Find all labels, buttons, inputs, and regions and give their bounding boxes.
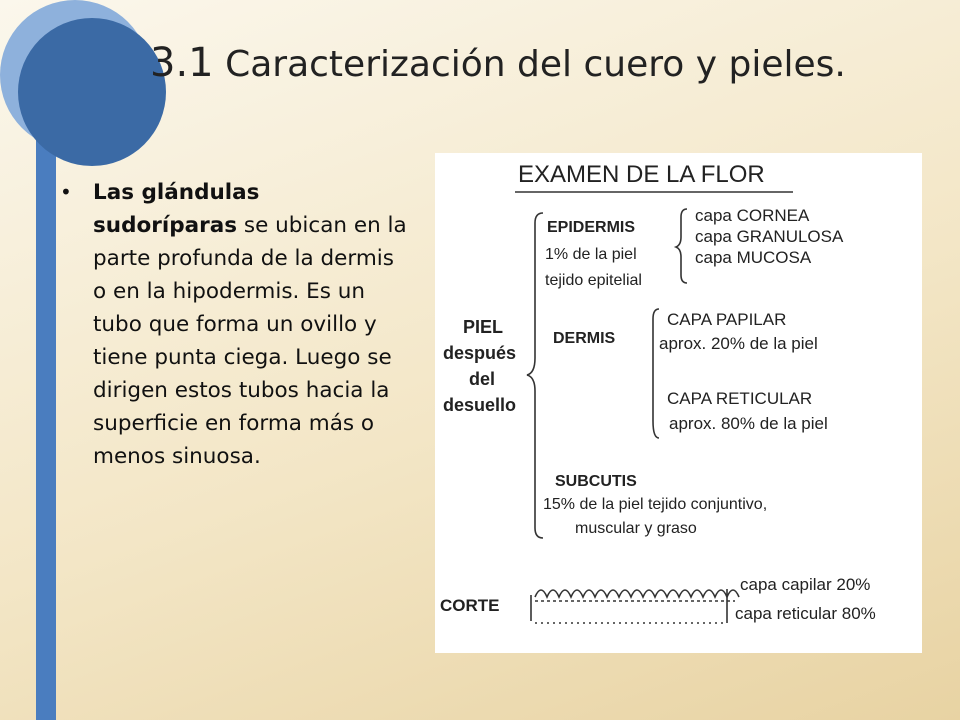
root-label-line4: desuello xyxy=(443,395,517,415)
epidermis-brace xyxy=(676,209,687,283)
main-brace xyxy=(527,213,543,538)
title-number: 3.1 xyxy=(150,40,214,86)
title-text: Caracterización del cuero y pieles. xyxy=(225,44,846,85)
epidermis-label: EPIDERMIS xyxy=(547,219,636,236)
dermis-brace xyxy=(653,309,659,438)
subcutis-line2: muscular y graso xyxy=(575,520,697,537)
bullet-dot-icon: • xyxy=(60,180,72,204)
epidermis-tissue: tejido epitelial xyxy=(545,272,642,289)
subcutis-line1: 15% de la piel tejido conjuntivo, xyxy=(543,496,768,513)
skin-diagram-image xyxy=(435,153,922,653)
decorative-vertical-bar xyxy=(36,120,56,720)
root-label-line1: PIEL xyxy=(463,317,504,337)
dermis-reticular: CAPA RETICULAR xyxy=(667,389,813,408)
epidermis-layer-2: capa GRANULOSA xyxy=(695,227,844,246)
corte-reticular: capa reticular 80% xyxy=(735,604,876,623)
root-label-line3: del xyxy=(469,369,496,389)
corte-papilla-waves xyxy=(535,590,739,597)
epidermis-pct: 1% de la piel xyxy=(545,246,637,263)
epidermis-layer-1: capa CORNEA xyxy=(695,206,810,225)
slide-title xyxy=(150,40,930,86)
diagram-heading: EXAMEN DE LA FLOR xyxy=(518,161,765,188)
corte-label: CORTE xyxy=(440,596,500,615)
dermis-reticular-pct: aprox. 80% de la piel xyxy=(669,414,828,433)
bullet-paragraph xyxy=(60,176,410,473)
subcutis-label: SUBCUTIS xyxy=(555,473,637,490)
root-label-line2: después xyxy=(443,343,517,363)
bullet-bold-text: Las glándulas sudoríparas xyxy=(93,180,260,238)
dermis-papilar: CAPA PAPILAR xyxy=(667,310,787,329)
dermis-label: DERMIS xyxy=(553,330,616,347)
corte-capilar: capa capilar 20% xyxy=(740,575,871,594)
bullet-body-text: se ubican en la parte profunda de la dermis o en la hipodermis. Es un tubo que forma un ovillo y tiene punta ciega. Luego se dirigen estos tubos hacia la superficie en forma más o menos sinuosa. xyxy=(93,213,407,469)
dermis-papilar-pct: aprox. 20% de la piel xyxy=(659,334,818,353)
decorative-circle-dark xyxy=(18,18,166,166)
epidermis-layer-3: capa MUCOSA xyxy=(695,248,812,267)
